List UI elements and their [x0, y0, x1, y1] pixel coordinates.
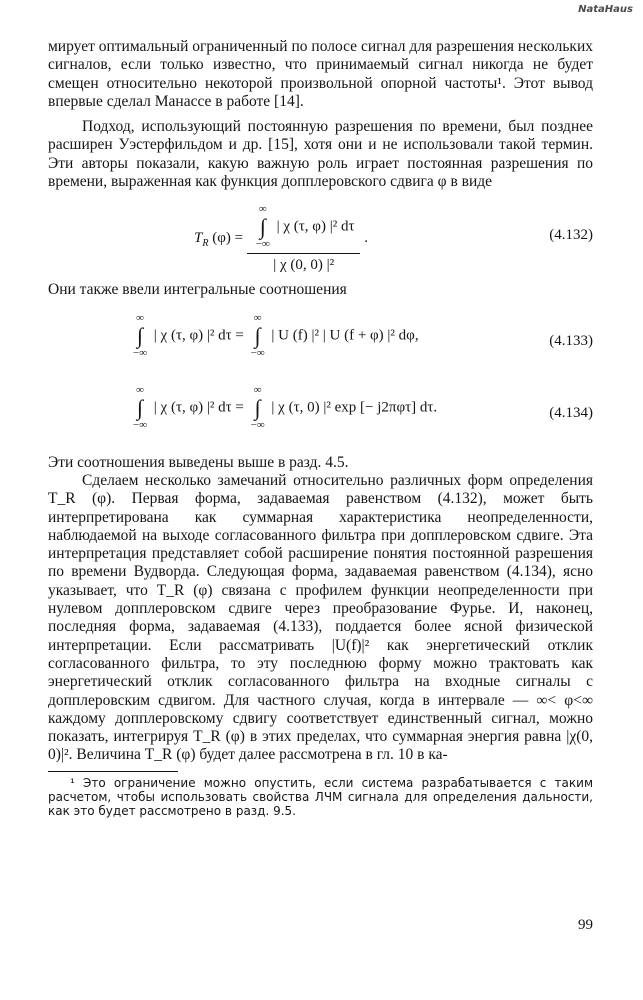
paragraph-1: мирует оптимальный ограниченный по полосе сигнал для разрешения нескольких сигналов, если только известно, что принимаемый сигнал никогда не будет смещен относительно некоторой произвольной опорной частоты¹. Этот вывод впервые сделал Манассе в работе [14]. [48, 38, 593, 110]
paragraph-2: Подход, использующий постоянную разрешения по времени, был позднее расширен Уэстерфильдом и др. [15], хотя они и не использовали такой термин. Эти авторы показали, какую важную роль играет постоянная разрешения по времени, выраженная как функция допплеровского сдвига φ в виде [48, 118, 593, 191]
eq134-integral-right: ∞ ∫ −∞ [250, 383, 265, 431]
paragraph-4: Эти соотношения выведены выше в разд. 4.5. [48, 453, 349, 471]
eq132-number: (4.132) [549, 227, 593, 244]
page-number: 99 [578, 917, 593, 933]
page-content [48, 38, 593, 818]
eq134-right: | χ (τ, 0) |² exp [− j2πφτ] dτ. [271, 399, 438, 416]
eq133-number: (4.133) [549, 332, 593, 349]
eq134-integral-left: ∞ ∫ −∞ [133, 383, 148, 431]
footnote-divider [48, 771, 178, 772]
footnote: ¹ Это ограничение можно опустить, если система разрабатывается с таким расчетом, чтобы использовать свойства ЛЧМ сигнала для определения дальности, как это будет рассмотрено в разд. 9.5. [48, 775, 593, 818]
eq134-number: (4.134) [549, 404, 593, 421]
eq134-left: | χ (τ, φ) |² dτ = [153, 399, 244, 416]
eq133-right: | U (f) |² | U (f + φ) |² dφ, [271, 327, 419, 344]
equation-4-134 [48, 378, 593, 454]
eq133-left: | χ (τ, φ) |² dτ = [153, 327, 244, 344]
eq132-integrand: | χ (τ, φ) |² dτ [276, 218, 355, 235]
equation-4-133 [48, 306, 593, 378]
paragraph-5: Сделаем несколько замечаний относительно различных форм определения T_R (φ). Первая форма, задаваемая равенством (4.132), может быть интерпретирована как суммарная характеристика неопределенности, наблюдаемой на выходе согласованного фильтра при допплеровском сдвиге. Эта интерпретация представляет собой расширение понятия постоянной разрешения по времени Вудворда. Следующая форма, задаваемая равенством (4.134), ясно указывает, что T_R (φ) связана с профилем функции неопределенности при нулевом допплеровском сдвиге через преобразование Фурье. И, наконец, последняя форма, задаваемая (4.133), поддается более ясной физической интерпретации. Если рассматривать |U(f)|² как энергетический отклик согласованного фильтра, то эту последнюю форму можно трактовать как энергетический отклик согласованного фильтра на входные сигналы с допплеровским сдвигом. Для частного случая, когда в интервале — ∞< φ<∞ каждому допплеровскому сдвигу соответствует единственный сигнал, можно показать, интегрируя T_R (φ) в этих пределах, что суммарная энергия равна |χ(0, 0)|². Величина T_R (φ) будет далее рассмотрена в гл. 10 в ка- [48, 471, 593, 764]
eq132-lhs: $T_R$ (φ) = [194, 230, 244, 250]
eq132-denominator: | χ (0, 0) |² [273, 257, 335, 274]
equation-4-132: $T_R$ (φ) = ∞ ∫ −∞ | χ (τ, φ) |² dτ | χ (0, 0) |² . (4.132) [194, 203, 593, 274]
eq132-integral: ∞ ∫ −∞ [255, 203, 270, 251]
eq132-fraction [247, 203, 361, 274]
eq133-integral-left: ∞ ∫ −∞ [133, 311, 148, 359]
eq133-integral-right: ∞ ∫ −∞ [250, 311, 265, 359]
watermark-logo: NataHaus [578, 4, 633, 15]
paragraph-3: Они также ввели интегральные соотношения [48, 281, 347, 299]
